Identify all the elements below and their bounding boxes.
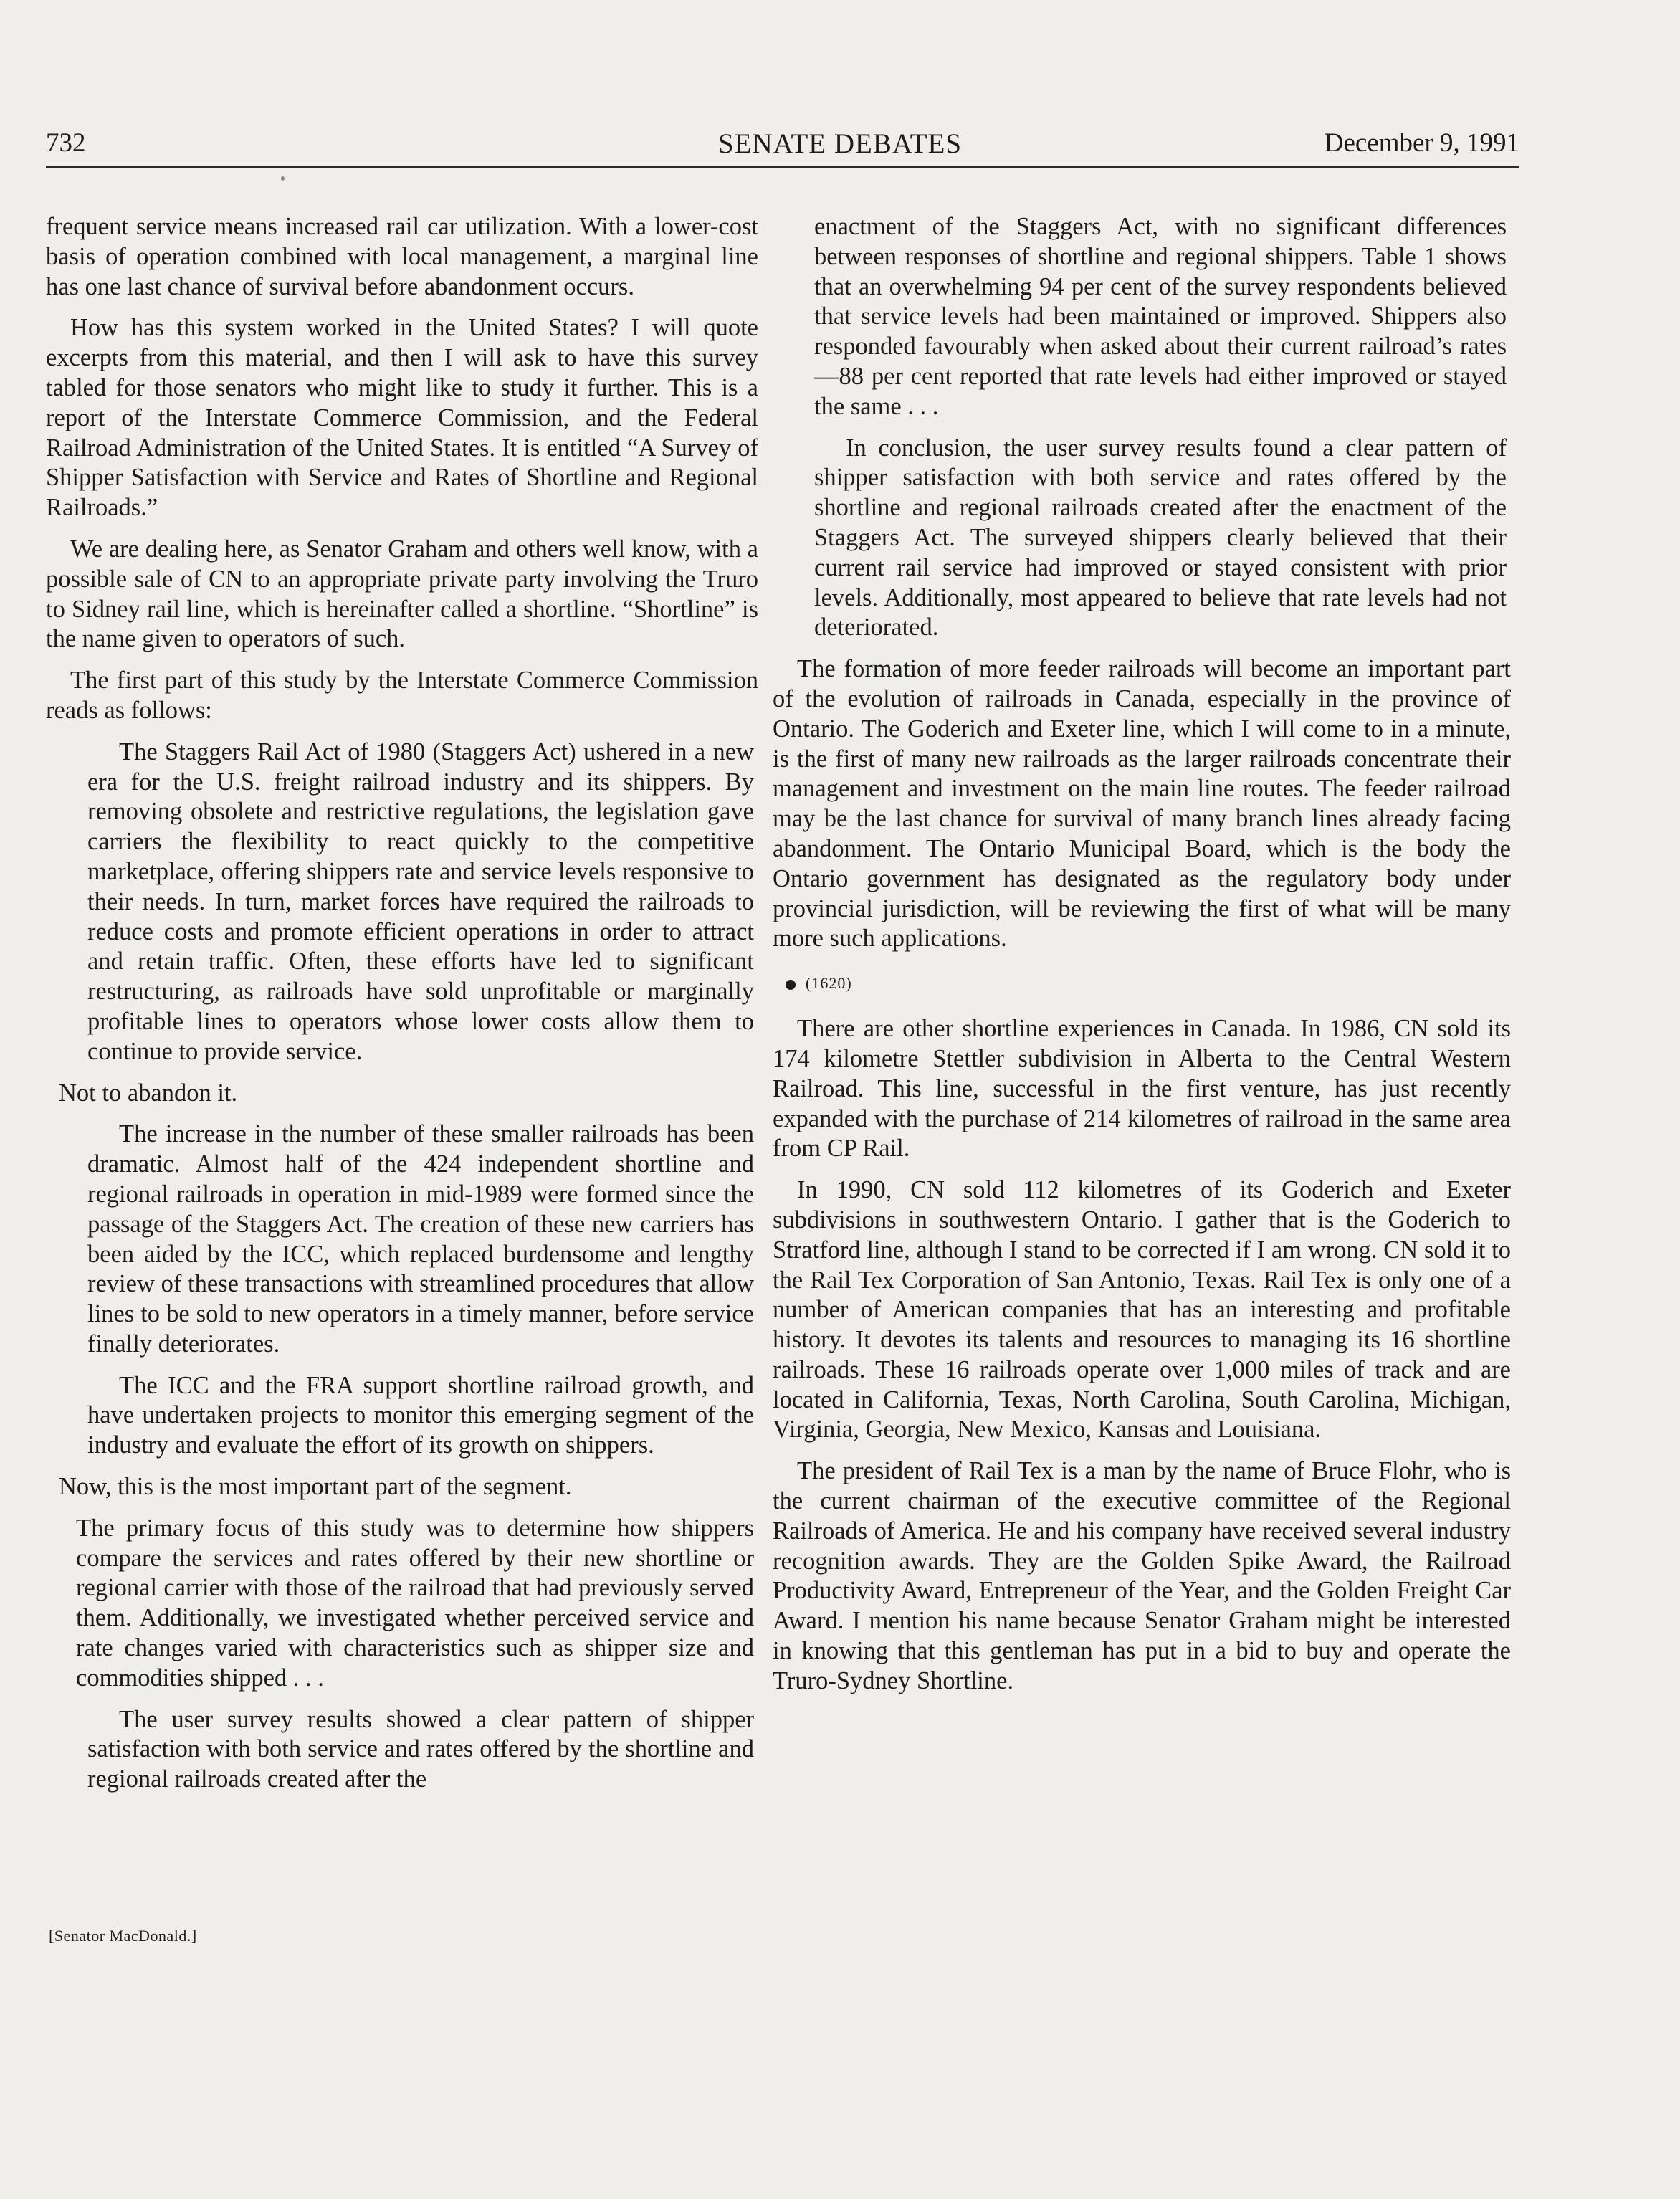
quoted-paragraph: In conclusion, the user survey results found a clear pattern of shipper satisfaction with both service and rates offered by the shortline and regional railroads created after the enactment of the Staggers Act. The surveyed shippers clearly believed that their current rail service had improved or stayed consistent with prior levels. Additionally, most appeared to believe that rate levels had not deteriorated. <box>814 434 1507 641</box>
paragraph: frequent service means increased rail car utilization. With a lower-cost basis of operation combined with local management, a marginal line has one last chance of survival before abandonment occurs. <box>46 213 758 300</box>
paragraph: How has this system worked in the United States? I will quote excerpts from this material, and then I will ask to have this survey tabled for those senators who might like to study it further. This is a report of the Interstate Commerce Commission, and the Federal Railroad Administration of the United States. It is entitled “A Survey of Shipper Satisfaction with Service and Rates of Shortline and Regional Railroads.” <box>46 314 758 522</box>
paragraph: The formation of more feeder railroads will become an important part of the evolution of railroads in Canada, especially in the province of Ontario. The Goderich and Exeter line, which I will come to in a minute, is the first of many new railroads as the larger railroads concentrate their management and investment on the main line routes. The feeder railroad may be the last chance for survival of many branch lines already facing abandonment. The Ontario Municipal Board, which is the body the Ontario government has designated as the regulatory body under provincial jurisdiction, will be reviewing the first of what will be many more such applications. <box>773 655 1511 953</box>
quoted-paragraph: The user survey results showed a clear pattern of shipper satisfaction with both service and rates offered by the shortline and regional railroads created after the <box>87 1705 754 1793</box>
time-marker <box>786 973 1511 994</box>
quoted-paragraph: enactment of the Staggers Act, with no significant differences between responses of shortline and regional shippers. Table 1 shows that an overwhelming 94 per cent of the survey respondents believed that service levels had been maintained or improved. Shippers also responded favourably when asked about their current railroad’s rates—88 per cent reported that rate levels had either improved or stayed the same . . . <box>814 213 1507 420</box>
quoted-paragraph: The ICC and the FRA support shortline railroad growth, and have undertaken projects to monitor this emerging segment of the industry and evaluate the effort of its growth on shippers. <box>87 1371 754 1459</box>
paragraph: We are dealing here, as Senator Graham and others well know, with a possible sale of CN to an appropriate private party involving the Truro to Sidney rail line, which is hereinafter called a shortline. “Shortline” is the name given to operators of such. <box>46 535 758 653</box>
quoted-paragraph: The Staggers Rail Act of 1980 (Staggers Act) ushered in a new era for the U.S. freight railroad industry and its shippers. By removing obsolete and restrictive regulations, the legislation gave carriers the flexibility to react quickly to the competitive marketplace, offering shippers rate and service levels responsive to their needs. In turn, market forces have required the railroads to reduce costs and promote efficient operations in order to attract and retain traffic. Often, these efforts have led to significant restructuring, as railroads have sold unprofitable or marginally profitable lines to operators whose lower costs allow them to continue to provide service. <box>87 738 754 1065</box>
quoted-paragraph: The primary focus of this study was to determine how shippers compare the services and rates offered by their new shortline or regional carrier with those of the railroad that had previously served them. Additionally, we investigated whether perceived service and rate changes varied with characteristics such as shipper size and commodities shipped . . . <box>76 1514 754 1692</box>
paragraph: The president of Rail Tex is a man by the name of Bruce Flohr, who is the current chairman of the executive committee of the Regional Railroads of America. He and his company have received several industry recognition awards. They are the Golden Spike Award, the Railroad Productivity Award, Entrepreneur of the Year, and the Golden Freight Car Award. I mention his name because Senator Graham might be interested in knowing that this gentleman has put in a bid to buy and operate the Truro-Sydney Shortline. <box>773 1457 1511 1694</box>
paragraph: The first part of this study by the Interstate Commerce Commission reads as follows: <box>46 667 758 724</box>
quoted-paragraph: The increase in the number of these smaller railroads has been dramatic. Almost half of the 424 independent shortline and regional railroads in operation in mid-1989 were formed since the passage of the Staggers Act. The creation of these new carriers has been aided by the ICC, which replaced burdensome and lengthy review of these transactions with streamlined procedures that allow lines to be sold to new operators in a timely manner, before service finally deteriorates. <box>87 1120 754 1358</box>
time-marker-text: (1620) <box>806 974 852 993</box>
paragraph: In 1990, CN sold 112 kilometres of its Goderich and Exeter subdivisions in southwestern Ontario. I gather that is the Goderich to Stratford line, although I stand to be corrected if I am wrong. CN sold it to the Rail Tex Corporation of San Antonio, Texas. Rail Tex is only one of a number of American companies that has an interesting and profitable history. It devotes its talents and resources to managing its 16 shortline railroads. These 16 railroads operate over 1,000 miles of track and are located in California, Texas, North Carolina, South Carolina, Michigan, Virginia, Georgia, New Mexico, Kansas and Louisiana. <box>773 1176 1511 1444</box>
speaker-attribution: [Senator MacDonald.] <box>49 1927 197 1945</box>
right-column <box>773 212 1511 1708</box>
bullet-icon <box>786 980 796 990</box>
page-number: 732 <box>46 128 86 158</box>
paragraph: Not to abandon it. <box>59 1079 238 1107</box>
header-rule <box>46 166 1519 168</box>
left-column <box>46 212 758 1806</box>
publication-title: SENATE DEBATES <box>717 128 963 159</box>
scan-fleck <box>281 176 285 181</box>
paragraph: There are other shortline experiences in Canada. In 1986, CN sold its 174 kilometre Stettler subdivision in Alberta to the Central Western Railroad. This line, successful in the first venture, has just recently expanded with the purchase of 214 kilometres of railroad in the same area from CP Rail. <box>773 1015 1511 1163</box>
paragraph: Now, this is the most important part of the segment. <box>59 1473 572 1501</box>
publication-date: December 9, 1991 <box>1324 128 1519 158</box>
